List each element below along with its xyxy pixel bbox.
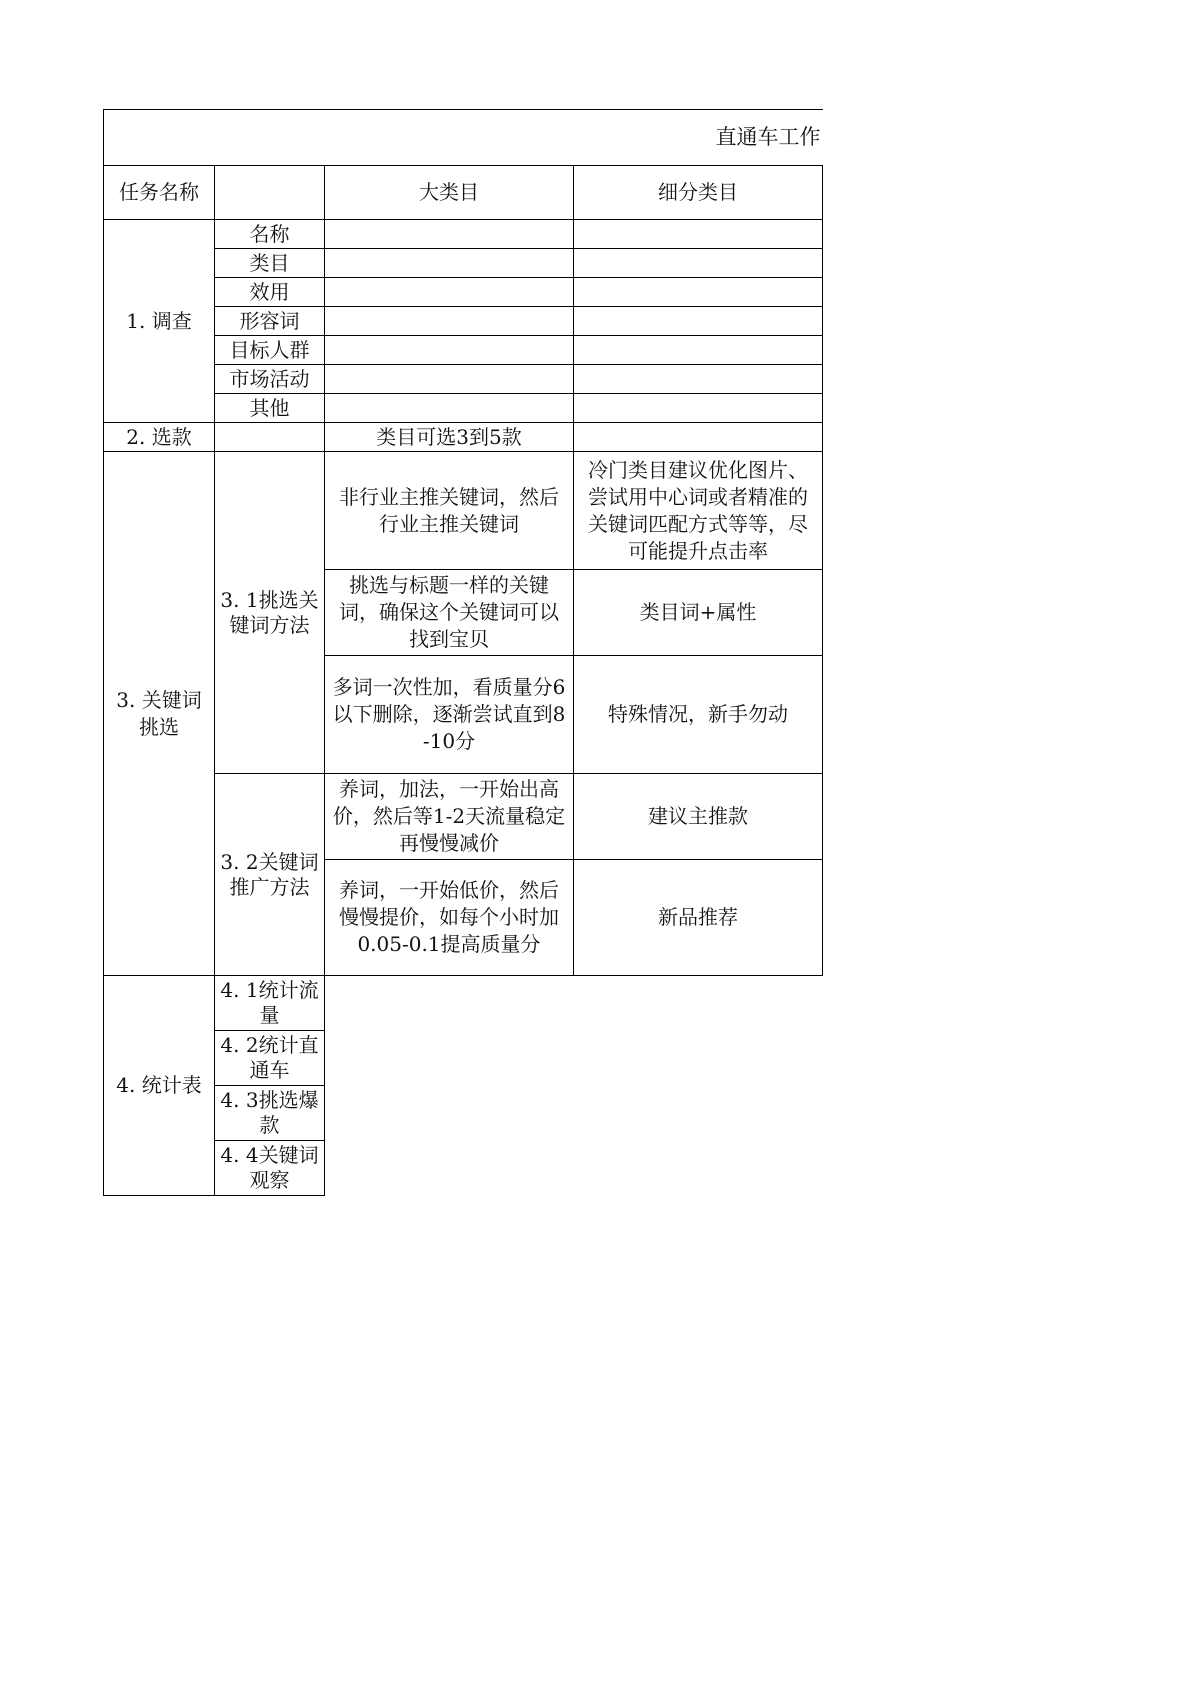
cell-empty (574, 278, 823, 307)
method2-minor: 建议主推款 (574, 774, 823, 860)
survey-item: 目标人群 (215, 336, 325, 365)
survey-item: 其他 (215, 394, 325, 423)
stats-item: 4. 1统计流量 (215, 976, 325, 1031)
method2-minor: 新品推荐 (574, 860, 823, 976)
cell-empty (574, 394, 823, 423)
cell-empty (574, 365, 823, 394)
cell-blank (574, 1031, 823, 1086)
method1-minor: 类目词+属性 (574, 570, 823, 656)
header-sub (215, 166, 325, 220)
cell-empty (325, 365, 574, 394)
cell-empty (574, 336, 823, 365)
cell-empty (325, 336, 574, 365)
header-task: 任务名称 (104, 166, 215, 220)
method2-major: 养词，加法，一开始出高价，然后等1-2天流量稳定再慢慢减价 (325, 774, 574, 860)
stats-item: 4. 4关键词观察 (215, 1141, 325, 1196)
survey-item: 名称 (215, 220, 325, 249)
header-minor: 细分类目 (574, 166, 823, 220)
cell-blank (325, 976, 574, 1031)
spreadsheet-page (103, 109, 823, 1196)
cell-blank (574, 1141, 823, 1196)
cell-empty (574, 423, 823, 452)
cell-empty (574, 249, 823, 278)
survey-item: 市场活动 (215, 365, 325, 394)
cell-empty (215, 423, 325, 452)
cell-empty (325, 394, 574, 423)
survey-item: 效用 (215, 278, 325, 307)
cell-empty (325, 220, 574, 249)
method1-major: 多词一次性加，看质量分6以下删除，逐渐尝试直到8-10分 (325, 656, 574, 774)
sheet-title: 直通车工作 (104, 110, 823, 166)
cell-blank (574, 1086, 823, 1141)
task-select: 2. 选款 (104, 423, 215, 452)
method1-minor: 冷门类目建议优化图片、尝试用中心词或者精准的关键词匹配方式等等，尽可能提升点击率 (574, 452, 823, 570)
survey-item: 类目 (215, 249, 325, 278)
method1-major: 非行业主推关键词，然后行业主推关键词 (325, 452, 574, 570)
stats-item: 4. 3挑选爆款 (215, 1086, 325, 1141)
survey-item: 形容词 (215, 307, 325, 336)
keyword-method-1: 3. 1挑选关键词方法 (215, 452, 325, 774)
cell-blank (574, 976, 823, 1031)
task-stats: 4. 统计表 (104, 976, 215, 1196)
method1-major: 挑选与标题一样的关键词，确保这个关键词可以找到宝贝 (325, 570, 574, 656)
select-note: 类目可选3到5款 (325, 423, 574, 452)
table-row (104, 220, 823, 249)
task-survey: 1. 调查 (104, 220, 215, 423)
method2-major: 养词，一开始低价，然后慢慢提价，如每个小时加0.05-0.1提高质量分 (325, 860, 574, 976)
cell-empty (574, 307, 823, 336)
cell-blank (325, 1141, 574, 1196)
header-row (104, 166, 823, 220)
cell-empty (325, 249, 574, 278)
title-row (104, 110, 823, 166)
task-keyword: 3. 关键词挑选 (104, 452, 215, 976)
keyword-method-2: 3. 2关键词推广方法 (215, 774, 325, 976)
header-major: 大类目 (325, 166, 574, 220)
cell-empty (325, 278, 574, 307)
table-row (104, 452, 823, 570)
method1-minor: 特殊情况，新手勿动 (574, 656, 823, 774)
stats-item: 4. 2统计直通车 (215, 1031, 325, 1086)
cell-blank (325, 1031, 574, 1086)
table-row (104, 976, 823, 1031)
table-row (104, 423, 823, 452)
cell-empty (325, 307, 574, 336)
cell-empty (574, 220, 823, 249)
plan-table (103, 109, 823, 1196)
cell-blank (325, 1086, 574, 1141)
